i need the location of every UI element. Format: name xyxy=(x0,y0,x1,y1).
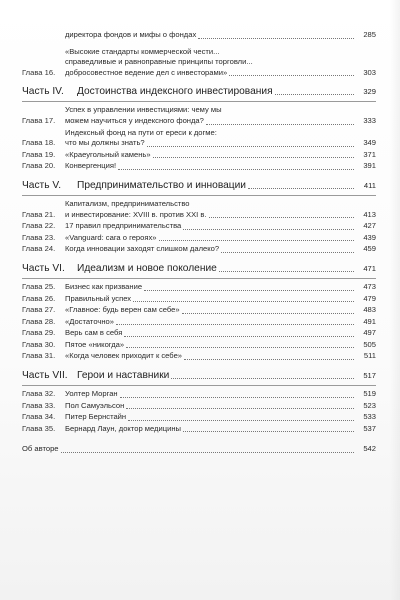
toc-chapter xyxy=(22,233,376,244)
chapter-title-line: Успех в управлении инвестициями: чему мы xyxy=(65,105,222,115)
leader-dots xyxy=(229,74,354,76)
page-number: 537 xyxy=(363,423,376,433)
part-label: Часть V. xyxy=(22,179,62,191)
leader-dots xyxy=(221,251,354,253)
toc-chapter xyxy=(22,305,376,316)
toc-part-heading xyxy=(22,369,376,382)
leader-dots xyxy=(120,396,354,398)
page-number: 519 xyxy=(363,389,376,399)
chapter-label: Глава 32. xyxy=(22,389,56,399)
page-edge-shade xyxy=(390,0,400,600)
chapter-title-line: Верь сам в себя xyxy=(65,328,123,338)
part-title: Идеализм и новое поколение xyxy=(77,262,217,274)
leader-dots xyxy=(275,93,354,95)
page-number: 333 xyxy=(363,115,376,125)
page-number: 511 xyxy=(363,351,376,361)
chapter-title-line: «Когда человек приходит к себе» xyxy=(65,351,183,361)
chapter-label: Глава 22. xyxy=(22,221,56,231)
toc-part-heading xyxy=(22,85,376,98)
toc-continuation-line xyxy=(22,30,376,41)
toc-chapter xyxy=(22,105,376,126)
leader-dots xyxy=(126,346,354,348)
leader-dots xyxy=(144,289,354,291)
chapter-title-line: Конвергенция! xyxy=(65,161,117,171)
leader-dots xyxy=(147,145,354,147)
chapter-title-line: Индексный фонд на пути от ереси к догме: xyxy=(65,127,217,137)
toc-chapter xyxy=(22,128,376,149)
leader-dots xyxy=(133,300,354,302)
leader-dots xyxy=(183,228,354,230)
chapter-title-line: Когда инновации заходят слишком далеко? xyxy=(65,244,220,254)
chapter-title-line: «Краеугольный камень» xyxy=(65,149,151,159)
part-title: Предпринимательство и инновации xyxy=(77,179,247,191)
leader-dots xyxy=(182,312,354,314)
part-divider xyxy=(22,278,376,279)
part-title: Герои и наставники xyxy=(77,370,170,382)
chapter-title-line: Бизнес как призвание xyxy=(65,281,143,291)
chapter-title-line: справедливые и равноправные принципы торговли... xyxy=(65,57,253,67)
toc-chapter xyxy=(22,161,376,172)
page-number: 505 xyxy=(363,339,376,349)
page-number: 285 xyxy=(363,30,376,39)
chapter-title-line: и инвестирование: XVIII в. против XXI в. xyxy=(65,209,207,219)
toc-chapter xyxy=(22,294,376,305)
page-number: 533 xyxy=(363,412,376,422)
toc-part-heading xyxy=(22,262,376,275)
leader-dots xyxy=(116,323,354,325)
leader-dots xyxy=(61,451,354,453)
leader-dots xyxy=(183,430,354,432)
page-number: 542 xyxy=(363,444,376,454)
chapter-title-line: что мы должны знать? xyxy=(65,138,145,148)
chapter-label: Глава 33. xyxy=(22,400,56,410)
chapter-label: Глава 23. xyxy=(22,232,56,242)
chapter-label: Глава 16. xyxy=(22,67,56,77)
leader-dots xyxy=(124,335,354,337)
chapter-title-line: Уолтер Морган xyxy=(65,389,118,399)
leader-dots xyxy=(153,156,354,158)
chapter-title-line: Пятое «никогда» xyxy=(65,339,125,349)
chapter-title-line: можем научиться у индексного фонда? xyxy=(65,115,204,125)
leader-dots xyxy=(248,187,354,189)
page-number: 523 xyxy=(363,400,376,410)
toc-chapter xyxy=(22,244,376,255)
part-label: Часть VII. xyxy=(22,370,68,382)
chapter-label: Глава 34. xyxy=(22,412,56,422)
chapter-label: Глава 27. xyxy=(22,305,56,315)
toc-chapter xyxy=(22,150,376,161)
chapter-label: Глава 18. xyxy=(22,138,56,148)
chapter-title-line: «Главное: будь верен сам себе» xyxy=(65,305,180,315)
leader-dots xyxy=(184,358,354,360)
part-label: Часть VI. xyxy=(22,262,65,274)
page-number: 427 xyxy=(363,221,376,231)
chapter-title-line: «Достаточно» xyxy=(65,316,114,326)
toc-chapter xyxy=(22,340,376,351)
chapter-title-line: Правильный успех xyxy=(65,293,132,303)
chapter-title-line: «Vanguard: сага о героях» xyxy=(65,232,157,242)
leader-dots xyxy=(198,37,354,39)
about-author-text: Об авторе xyxy=(22,444,59,454)
page-number: 483 xyxy=(363,305,376,315)
entry-text: директора фондов и мифы о фондах xyxy=(65,30,197,39)
page-number: 413 xyxy=(363,209,376,219)
leader-dots xyxy=(128,419,354,421)
page-number: 459 xyxy=(363,244,376,254)
toc-chapter xyxy=(22,199,376,220)
leader-dots xyxy=(209,216,354,218)
page-number: 411 xyxy=(363,180,376,190)
page-number: 473 xyxy=(363,281,376,291)
page-number: 371 xyxy=(363,149,376,159)
part-title: Достоинства индексного инвестирования xyxy=(77,86,273,98)
leader-dots xyxy=(219,270,354,272)
chapter-label: Глава 25. xyxy=(22,281,56,291)
page-number: 491 xyxy=(363,316,376,326)
toc-chapter xyxy=(22,389,376,400)
toc-part-heading xyxy=(22,179,376,192)
chapter-label: Глава 17. xyxy=(22,115,56,125)
leader-dots xyxy=(206,123,354,125)
chapter-label: Глава 31. xyxy=(22,351,56,361)
part-divider xyxy=(22,101,376,102)
chapter-label: Глава 26. xyxy=(22,293,56,303)
chapter-title-line: Пол Самуэльсон xyxy=(65,400,125,410)
chapter-label: Глава 21. xyxy=(22,209,56,219)
page-number: 479 xyxy=(363,293,376,303)
chapter-label: Глава 19. xyxy=(22,149,56,159)
page-number: 303 xyxy=(363,67,376,77)
toc-chapter xyxy=(22,317,376,328)
leader-dots xyxy=(171,377,354,379)
toc-chapter xyxy=(22,351,376,362)
toc-chapter xyxy=(22,412,376,423)
chapter-title-line: «Высокие стандарты коммерческой чести... xyxy=(65,46,220,56)
toc-about-author xyxy=(22,444,376,455)
toc-chapter xyxy=(22,282,376,293)
chapter-title-line: Питер Бернстайн xyxy=(65,412,127,422)
part-label: Часть IV. xyxy=(22,86,64,98)
page-number: 349 xyxy=(363,138,376,148)
toc-chapter xyxy=(22,221,376,232)
chapter-title-line: Капитализм, предпринимательство xyxy=(65,198,190,208)
page-number: 439 xyxy=(363,232,376,242)
chapter-label: Глава 30. xyxy=(22,339,56,349)
chapter-title-line: Бернард Лаун, доктор медицины xyxy=(65,423,181,433)
chapter-title-line: 17 правил предпринимательства xyxy=(65,221,182,231)
page-number: 329 xyxy=(363,87,376,97)
chapter-label: Глава 28. xyxy=(22,316,56,326)
part-divider xyxy=(22,195,376,196)
chapter-label: Глава 20. xyxy=(22,161,56,171)
toc-chapter xyxy=(22,328,376,339)
part-divider xyxy=(22,385,376,386)
toc-chapter xyxy=(22,401,376,412)
leader-dots xyxy=(118,168,354,170)
chapter-title-line: добросовестное ведение дел с инвесторами» xyxy=(65,67,228,77)
leader-dots xyxy=(126,407,354,409)
page-number: 497 xyxy=(363,328,376,338)
chapter-label: Глава 35. xyxy=(22,423,56,433)
page-number: 391 xyxy=(363,161,376,171)
page-number: 471 xyxy=(363,263,376,273)
toc-parts xyxy=(22,85,376,434)
leader-dots xyxy=(159,239,354,241)
page-number: 517 xyxy=(363,371,376,381)
toc-chapter-16 xyxy=(22,47,376,79)
chapter-label: Глава 24. xyxy=(22,244,56,254)
toc-chapter xyxy=(22,424,376,435)
chapter-label: Глава 29. xyxy=(22,328,56,338)
